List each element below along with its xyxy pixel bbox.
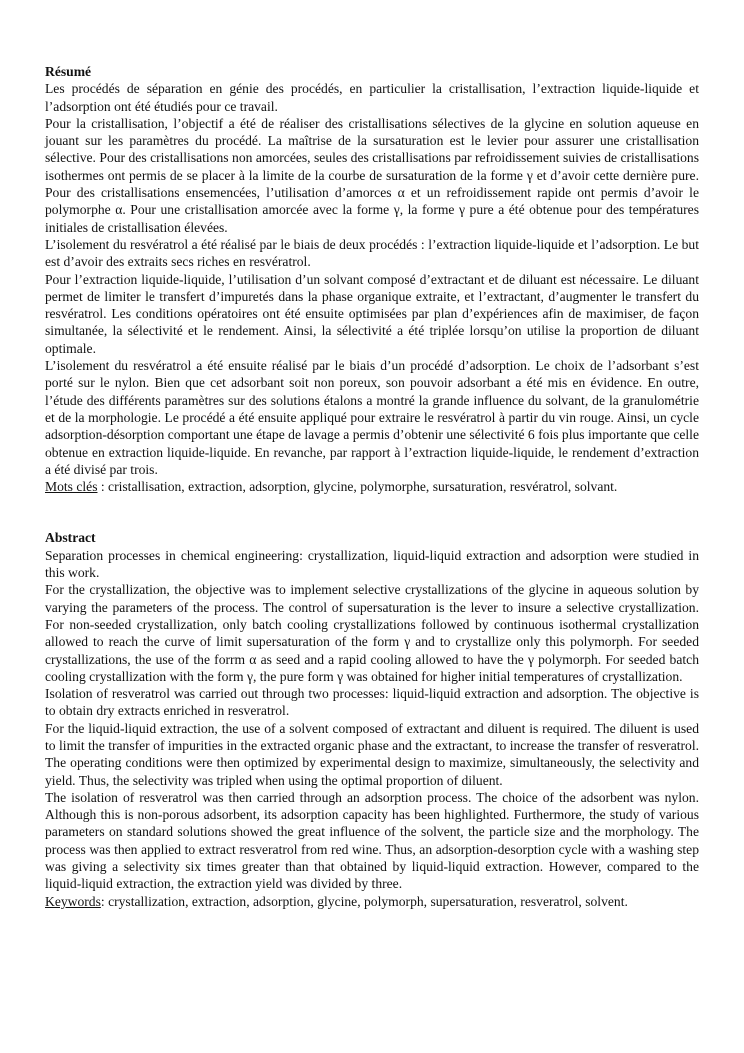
abstract-paragraph: Isolation of resveratrol was carried out through two processes: liquid-liquid extraction and adsorption. The objective is to obtain dry extracts enriched in resveratrol. <box>45 686 699 719</box>
abstract-keywords <box>45 893 699 910</box>
resume-keywords <box>45 478 699 495</box>
resume-keywords-text: : cristallisation, extraction, adsorption, glycine, polymorphe, sursaturation, resvératrol, solvant. <box>97 479 618 495</box>
resume-paragraph: Pour la cristallisation, l’objectif a été de réaliser des cristallisations sélectives de la glycine en solution aqueuse en jouant sur les paramètres du procédé. La maîtrise de la sursaturation est le levier pour assurer une cristallisation sélective. Pour des cristallisations non amorcées, seules des cristallisations par refroidissement suivies de cristallisations isothermes ont permis de se placer à la limite de la courbe de sursaturation de la forme γ et d’avoir cette dernière pure. Pour des cristallisations ensemencées, l’utilisation d’amorces α et un refroidissement rapide ont permis d’avoir le polymorphe α. Pour une cristallisation amorcée avec la forme γ, la forme γ pure a été obtenue pour des températures initiales de cristallisation élevées. <box>45 115 699 235</box>
resume-paragraph: L’isolement du resvératrol a été ensuite réalisé par le biais d’un procédé d’adsorption. Le choix de l’adsorbant s’est porté sur le nylon. Bien que cet adsorbant soit non poreux, son pouvoir adsorbant a été mis en évidence. En outre, l’étude des différents paramètres sur des solutions étalons a montré la grande influence du solvant, de la granulométrie et de la morphologie. Le procédé a été ensuite appliqué pour extraire le resvératrol à partir du vin rouge. Ainsi, un cycle adsorption-désorption comportant une étape de lavage a permis d’obtenir une sélectivité 6 fois plus importante que celle obtenue en extraction liquide-liquide. En revanche, par rapport à l’extraction liquide-liquide, le rendement d’extraction a été divisé par trois. <box>45 358 699 477</box>
abstract-paragraph: The isolation of resveratrol was then carried through an adsorption process. The choice of the adsorbent was nylon. Although this is non-porous adsorbent, its adsorption capacity has been highlighted. Furthermore, the study of various parameters on standard solutions showed the great influence of the solvent, the particle size and the morphology. The process was then applied to extract resveratrol from red wine. Thus, an adsorption-desorption cycle with a washing step was giving a selectivity six times greater than that obtained by liquid-liquid extraction. However, compared to the liquid-liquid extraction, the extraction yield was divided by three. <box>45 789 699 892</box>
resume-paragraph: L’isolement du resvératrol a été réalisé par le biais de deux procédés : l’extraction liquide-liquide et l’adsorption. Le but est d’avoir des extraits secs riches en resvératrol. <box>45 236 699 270</box>
abstract-paragraph: For the crystallization, the objective was to implement selective crystallizations of the glycine in aqueous solution by varying the parameters of the process. The control of supersaturation is the lever to insure a selective crystallization. For non-seeded crystallization, only batch cooling crystallizations followed by continuous isothermal crystallization allowed to reach the curve of limit supersaturation of the form γ and to crystallize only this polymorph. For seeded crystallizations, the use of the forrm α as seed and a rapid cooling allowed to have the γ polymorph. For seeded batch cooling crystallization with the form γ, the pure form γ was obtained for higher initial temperatures of crystallization. <box>45 582 699 684</box>
abstract-paragraph: Separation processes in chemical engineering: crystallization, liquid-liquid extraction and adsorption were studied in this work. <box>45 547 699 581</box>
abstract-keywords-text: : crystallization, extraction, adsorption, glycine, polymorph, supersaturation, resveratrol, solvent. <box>100 893 628 909</box>
document-page <box>45 63 699 910</box>
abstract-keywords-label: Keywords <box>45 893 101 909</box>
resume-heading: Résumé <box>45 64 92 79</box>
section-spacer <box>45 495 699 529</box>
abstract-heading: Abstract <box>45 530 96 546</box>
abstract-paragraph: For the liquid-liquid extraction, the use of a solvent composed of extractant and diluent is required. The diluent is used to limit the transfer of impurities in the extracted organic phase and the extractant, to increase the transfer of resveratrol. The operating conditions were then optimized by experimental design to maximize, simultaneously, the selectivity and yield. Thus, the selectivity was tripled when using the optimal proportion of diluent. <box>45 720 699 788</box>
resume-section <box>45 63 699 495</box>
abstract-section <box>45 529 699 910</box>
resume-paragraph: Pour l’extraction liquide-liquide, l’utilisation d’un solvant composé d’extractant et de diluant est nécessaire. Le diluant permet de limiter le transfert d’impuretés dans la phase organique extraite, et l’extractant, d’augmenter le transfert du resvératrol. Les conditions opératoires ont été ensuite optimisées par plan d’expériences afin de maximiser, de façon simultanée, la sélectivité et le rendement. Ainsi, la sélectivité a été triplée lorsqu’on utilise la proportion de diluant optimale. <box>45 271 699 356</box>
resume-paragraph: Les procédés de séparation en génie des procédés, en particulier la cristallisation, l’extraction liquide-liquide et l’adsorption ont été étudiés pour ce travail. <box>45 81 699 114</box>
resume-keywords-label: Mots clés <box>45 479 98 495</box>
